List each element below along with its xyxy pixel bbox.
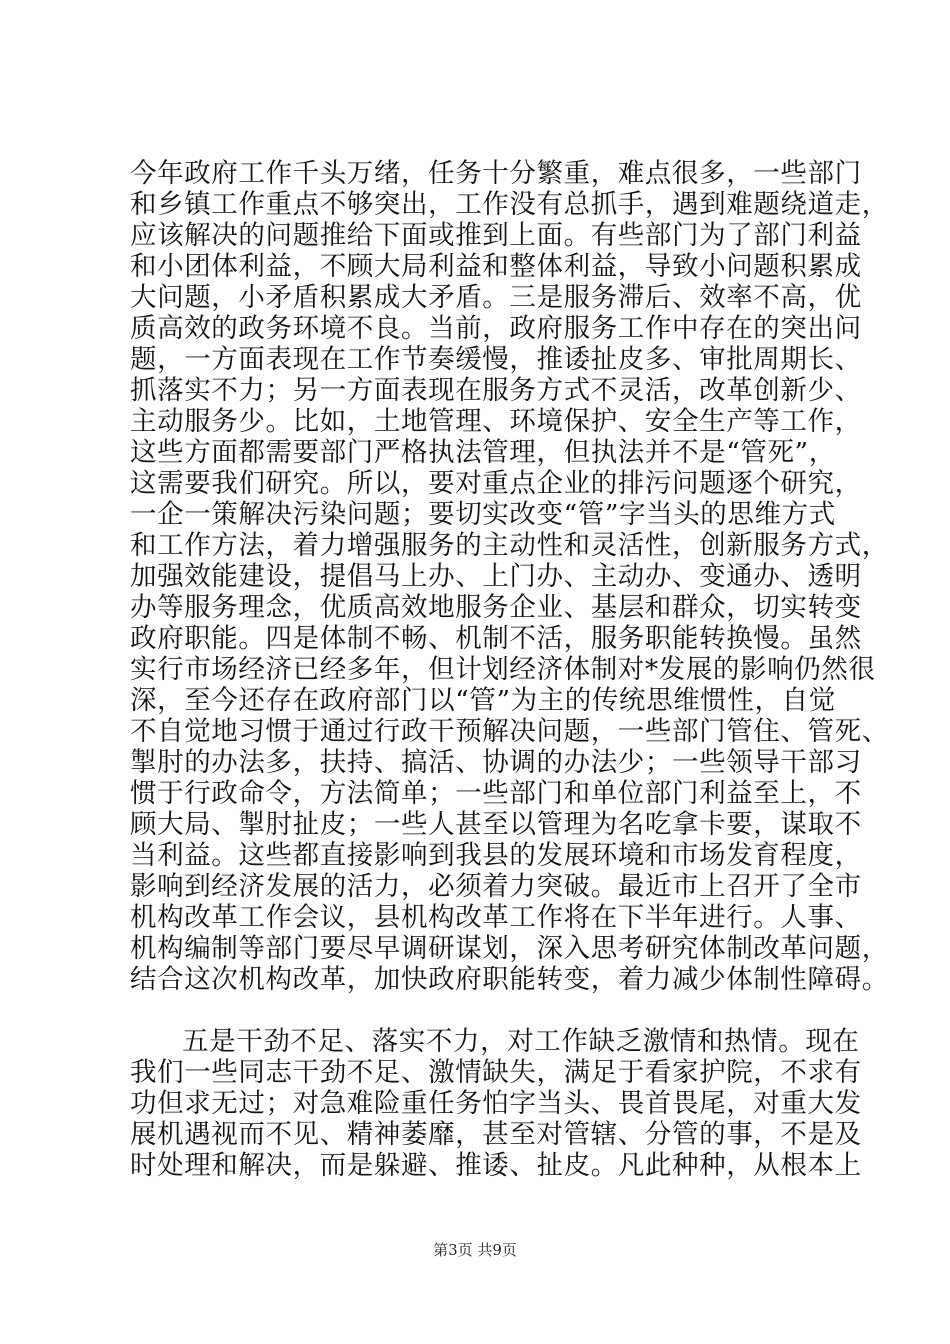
text-line: 加强效能建设，提倡马上办、上门办、主动办、变通办、透明 [130,561,862,592]
text-line: 不自觉地习惯于通过行政干预解决问题，一些部门管住、管死、 [130,716,889,747]
text-line: 我们一些同志干劲不足、激情缺失，满足于看家护院，不求有 [130,1057,862,1088]
text-line: 深，至今还存在政府部门以“管”为主的传统思维惯性，自觉 [130,685,836,716]
text-line: 主动服务少。比如，土地管理、环境保护、安全生产等工作， [130,406,862,437]
page-number-footer: 第3页 共9页 [433,1241,517,1259]
text-line: 顾大局、掣肘扯皮；一些人甚至以管理为名吃拿卡要，谋取不 [130,809,862,840]
text-line: 惯于行政命令，方法简单；一些部门和单位部门利益至上，不 [130,778,862,809]
paragraph-1 [130,158,889,995]
text-line: 政府职能。四是体制不畅、机制不活，服务职能转换慢。虽然 [130,623,862,654]
text-line: 和乡镇工作重点不够突出，工作没有总抓手，遇到难题绕道走， [130,189,889,220]
text-line: 一企一策解决污染问题；要切实改变“管”字当头的思维方式 [130,499,836,530]
text-line: 机构编制等部门要尽早调研谋划，深入思考研究体制改革问题， [130,933,889,964]
text-line: 掣肘的办法多，扶持、搞活、协调的办法少；一些领导干部习 [130,747,862,778]
text-line: 办等服务理念，优质高效地服务企业、基层和群众，切实转变 [130,592,862,623]
text-line: 五是干劲不足、落实不力，对工作缺乏激情和热情。现在 [182,1026,860,1057]
document-body [130,158,889,1181]
text-line: 抓落实不力；另一方面表现在服务方式不灵活，改革创新少、 [130,375,862,406]
text-line: 机构改革工作会议，县机构改革工作将在下半年进行。人事、 [130,902,862,933]
text-line: 和工作方法，着力增强服务的主动性和灵活性，创新服务方式， [130,530,889,561]
text-line: 当利益。这些都直接影响到我县的发展环境和市场发育程度， [130,840,862,871]
text-line: 时处理和解决，而是躲避、推诿、扯皮。凡此种种，从根本上 [130,1150,862,1181]
text-line: 和小团体利益，不顾大局利益和整体利益，导致小问题积累成 [130,251,862,282]
text-line: 功但求无过；对急难险重任务怕字当头、畏首畏尾，对重大发 [130,1088,862,1119]
text-line: 应该解决的问题推给下面或推到上面。有些部门为了部门利益 [130,220,862,251]
text-line: 大问题，小矛盾积累成大矛盾。三是服务滞后、效率不高，优 [130,282,862,313]
text-line: 这需要我们研究。所以，要对重点企业的排污问题逐个研究， [130,468,862,499]
text-line: 今年政府工作千头万绪，任务十分繁重，难点很多，一些部门 [130,158,862,189]
text-line: 题，一方面表现在工作节奏缓慢，推诿扯皮多、审批周期长、 [130,344,862,375]
text-line: 结合这次机构改革，加快政府职能转变，着力减少体制性障碍。 [130,964,889,995]
text-line: 展机遇视而不见、精神萎靡，甚至对管辖、分管的事，不是及 [130,1119,862,1150]
paragraph-2 [130,1026,862,1181]
text-line: 影响到经济发展的活力，必须着力突破。最近市上召开了全市 [130,871,862,902]
text-line: 实行市场经济已经多年，但计划经济体制对*发展的影响仍然很 [130,654,876,685]
text-line: 质高效的政务环境不良。当前，政府服务工作中存在的突出问 [130,313,862,344]
text-line: 这些方面都需要部门严格执法管理，但执法并不是“管死”， [130,437,836,468]
